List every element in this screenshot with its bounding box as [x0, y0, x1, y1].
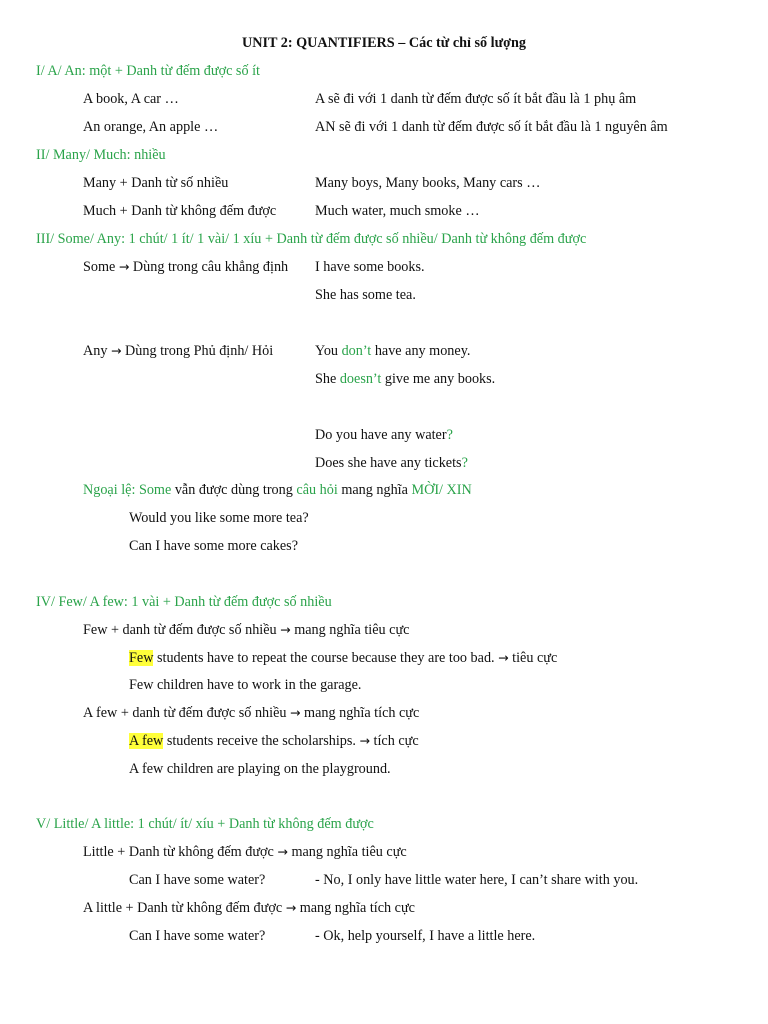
sentence-part: She — [315, 371, 337, 387]
highlighted-word: MỜI/ XIN — [411, 482, 472, 498]
example-sentence — [315, 342, 470, 360]
keyword: Any — [83, 343, 108, 359]
example-left: A book, A car … — [83, 91, 179, 107]
example-sentence — [315, 370, 495, 388]
arrow-right-icon: → — [290, 705, 301, 720]
section-heading-some-any: III/ Some/ Any: 1 chút/ 1 ít/ 1 vài/ 1 xíu + Danh từ đếm được số nhiều/ Danh từ không đếm được — [36, 231, 587, 247]
arrow-right-icon: → — [280, 622, 291, 637]
arrow-right-icon: → — [359, 733, 370, 748]
arrow-right-icon: → — [110, 343, 122, 358]
sentence-part: vẫn được dùng trong — [174, 482, 293, 498]
example-left: An orange, An apple … — [83, 119, 219, 135]
arrow-right-icon: → — [285, 900, 297, 915]
highlighted-word: A few — [129, 733, 164, 749]
meaning-tag: tích cực — [373, 733, 419, 749]
rule-a-few — [83, 704, 419, 722]
question-mark: ? — [446, 427, 453, 443]
sentence-part: Do you have any water — [315, 427, 447, 443]
example-sentence: A few children are playing on the playground. — [129, 761, 391, 777]
exception-label: Ngoại lệ: Some — [83, 482, 172, 498]
sentence-part: mang nghĩa — [341, 482, 408, 498]
highlighted-word: Few — [129, 650, 154, 666]
section-heading-many-much: II/ Many/ Much: nhiều — [36, 147, 166, 163]
example-answer: - Ok, help yourself, I have a little here. — [315, 928, 536, 944]
section-heading-a-an: I/ A/ An: một + Danh từ đếm được số ít — [36, 63, 260, 79]
arrow-right-icon: → — [118, 259, 130, 274]
example-right: Much water, much smoke … — [315, 203, 480, 219]
example-right: AN sẽ đi với 1 danh từ đếm được số ít bắt đầu là 1 nguyên âm — [315, 119, 668, 135]
highlighted-word: câu hỏi — [296, 482, 338, 498]
meaning-tag: tiêu cực — [512, 650, 558, 666]
highlighted-word: don’t — [341, 343, 372, 359]
rule-text: A few + danh từ đếm được số nhiều — [83, 705, 287, 721]
rule-description: Dùng trong câu khẳng định — [132, 259, 289, 275]
sentence-part: Does she have any tickets — [315, 455, 462, 471]
highlighted-word: doesn’t — [339, 371, 382, 387]
rule-any — [83, 342, 273, 360]
rule-left: Much + Danh từ không đếm được — [83, 203, 277, 219]
example-sentence: She has some tea. — [315, 287, 416, 303]
example-sentence — [129, 732, 419, 750]
keyword: Some — [83, 259, 116, 275]
rule-text: Little + Danh từ không đếm được — [83, 844, 274, 860]
rule-a-little — [83, 899, 415, 917]
example-answer: - No, I only have little water here, I can’t share with you. — [315, 872, 639, 888]
exception-note — [83, 481, 472, 499]
example-right: Many boys, Many books, Many cars … — [315, 175, 541, 191]
sentence-part: give me any books. — [384, 371, 496, 387]
example-sentence — [315, 426, 453, 444]
section-heading-little: V/ Little/ A little: 1 chút/ ít/ xíu + Danh từ không đếm được — [36, 816, 374, 832]
question-mark: ? — [461, 455, 468, 471]
rule-meaning: mang nghĩa tiêu cực — [291, 844, 407, 860]
example-sentence — [129, 649, 557, 667]
example-question: Can I have some water? — [129, 872, 266, 888]
example-question: Can I have some water? — [129, 928, 266, 944]
example-right: A sẽ đi với 1 danh từ đếm được số ít bắt đầu là 1 phụ âm — [315, 91, 637, 107]
rule-meaning: mang nghĩa tiêu cực — [294, 622, 410, 638]
sentence-part: students receive the scholarships. — [166, 733, 356, 749]
arrow-right-icon: → — [498, 650, 509, 665]
rule-text: A little + Danh từ không đếm được — [83, 900, 283, 916]
rule-meaning: mang nghĩa tích cực — [299, 900, 415, 916]
example-sentence — [315, 454, 468, 472]
arrow-right-icon: → — [277, 844, 288, 859]
rule-description: Dùng trong Phủ định/ Hỏi — [125, 343, 274, 359]
example-sentence: Few children have to work in the garage. — [129, 677, 362, 693]
rule-text: Few + danh từ đếm được số nhiều — [83, 622, 277, 638]
rule-meaning: mang nghĩa tích cực — [304, 705, 420, 721]
example-sentence: I have some books. — [315, 259, 425, 275]
sentence-part: students have to repeat the course because they are too bad. — [156, 650, 495, 666]
rule-few — [83, 621, 409, 639]
rule-some — [83, 258, 288, 276]
rule-little — [83, 843, 407, 861]
section-heading-few: IV/ Few/ A few: 1 vài + Danh từ đếm được số nhiều — [36, 594, 332, 610]
example-sentence: Would you like some more tea? — [129, 510, 309, 526]
rule-left: Many + Danh từ số nhiều — [83, 175, 229, 191]
example-sentence: Can I have some more cakes? — [129, 538, 298, 554]
sentence-part: You — [315, 343, 339, 359]
page-title: UNIT 2: QUANTIFIERS – Các từ chỉ số lượng — [242, 35, 526, 51]
sentence-part: have any money. — [374, 343, 471, 359]
